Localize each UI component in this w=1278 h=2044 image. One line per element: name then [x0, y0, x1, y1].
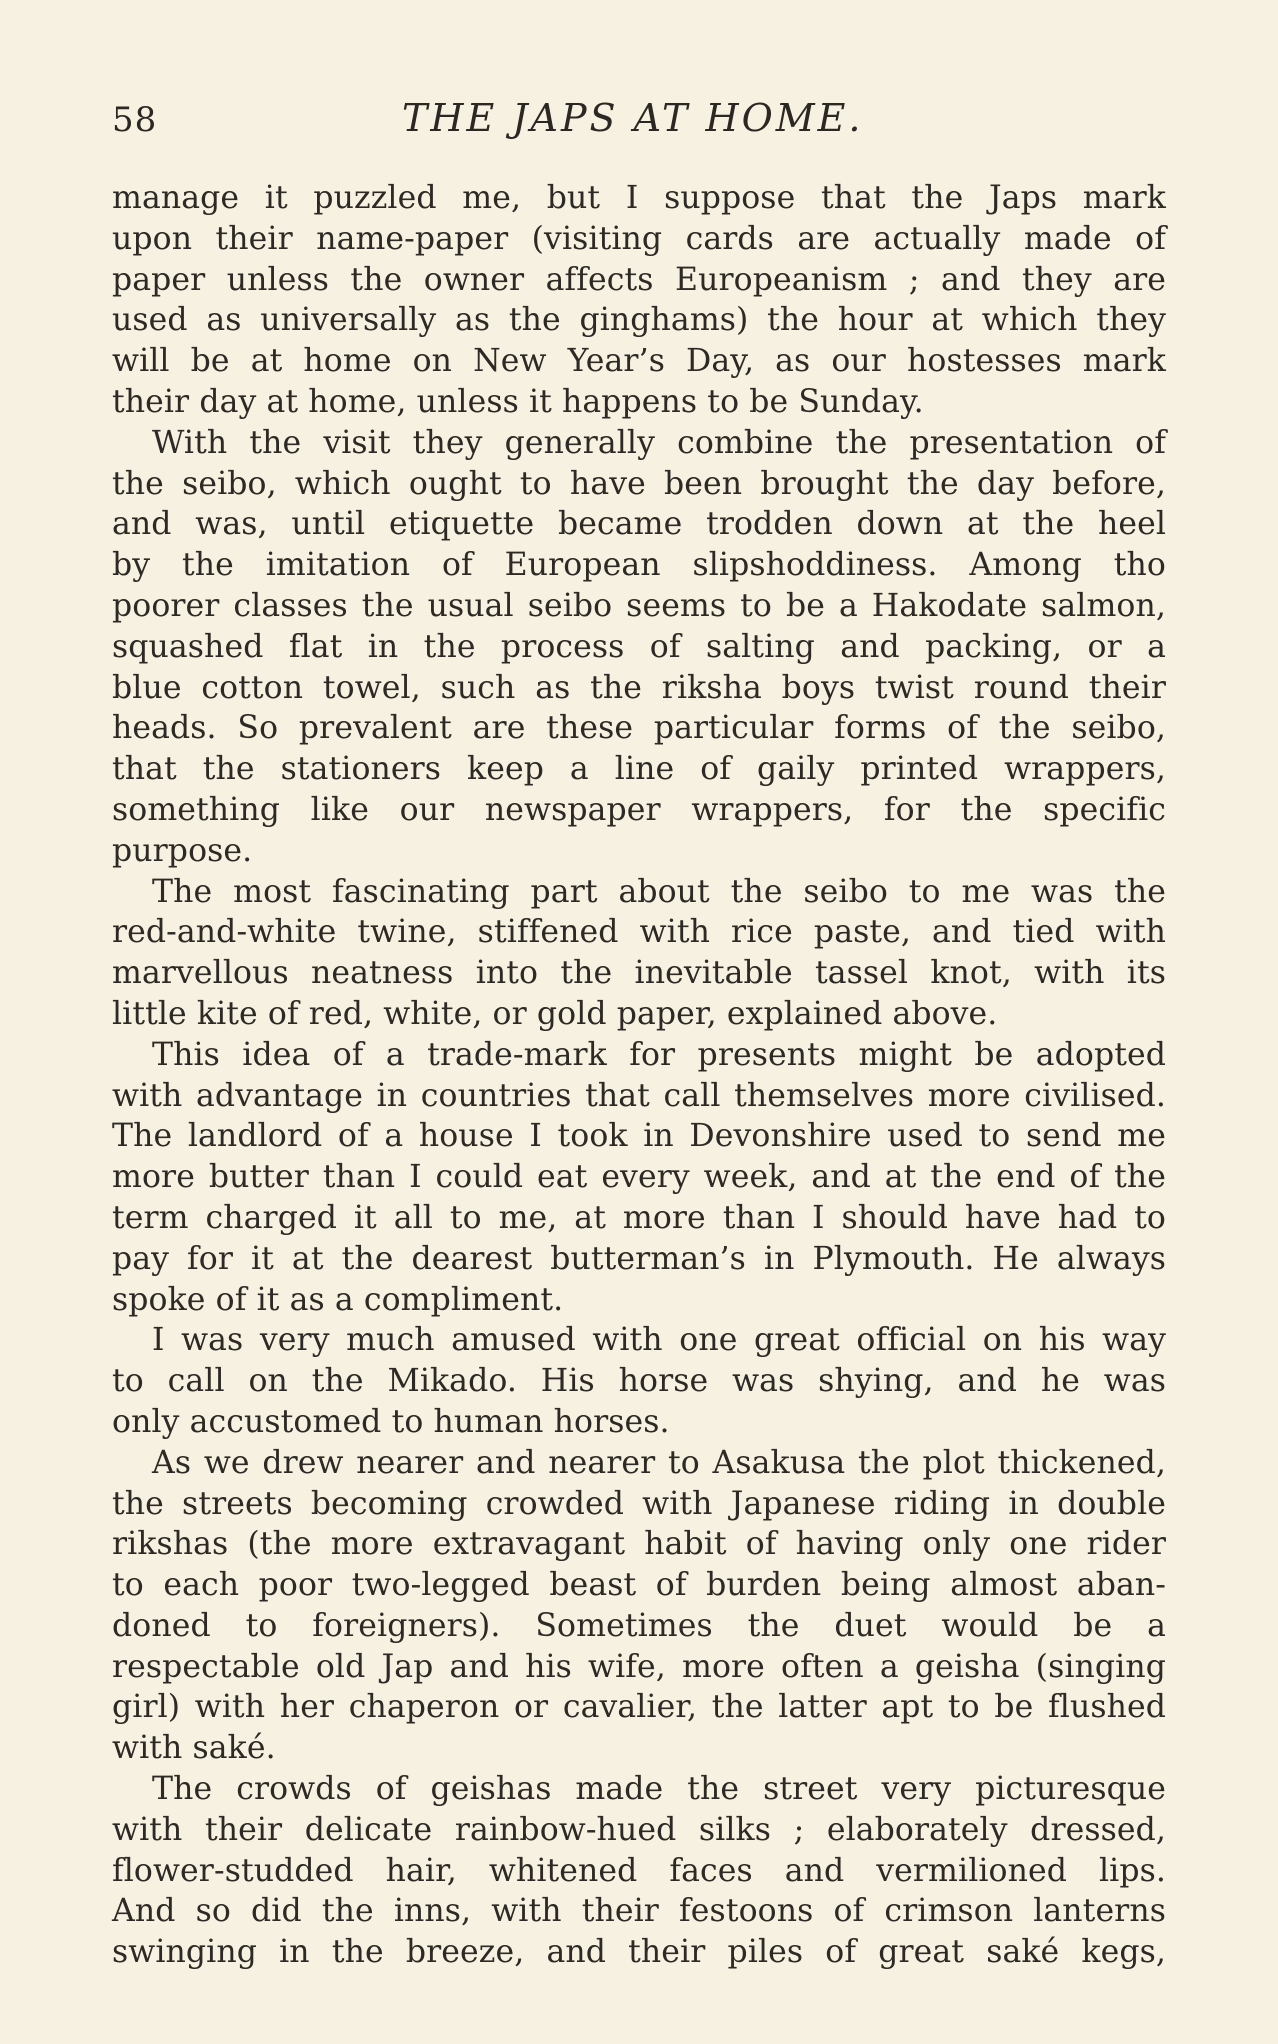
text-line: upon their name-paper (visiting cards are actually made of: [112, 220, 1166, 257]
text-line: flower-studded hair, whitened faces and vermilioned lips.: [112, 1852, 1166, 1889]
text-line: As we drew nearer and nearer to Asakusa the plot thickened,: [152, 1444, 1166, 1481]
text-line: red-and-white twine, stiffened with rice paste, and tied with: [112, 914, 1166, 951]
text-line: manage it puzzled me, but I suppose that the Japs mark: [112, 180, 1166, 216]
text-line: and was, until etiquette became trodden down at the heel: [112, 506, 1166, 543]
text-line: something like our newspaper wrappers, for the specific: [112, 791, 1166, 828]
text-line: The crowds of geishas made the street very picturesque: [152, 1771, 1166, 1808]
text-line: This idea of a trade-mark for presents might be adopted: [152, 1036, 1166, 1073]
page-number: 58: [112, 100, 158, 140]
text-line: to call on the Mikado. His horse was shying, and he was: [112, 1363, 1166, 1400]
text-line: The most fascinating part about the seibo to me was the: [152, 873, 1166, 910]
text-line: rikshas (the more extravagant habit of having only one rider: [112, 1526, 1166, 1563]
text-line: the seibo, which ought to have been brought the day before,: [112, 465, 1166, 502]
text-line: spoke of it as a compliment.: [112, 1281, 564, 1318]
text-line: swinging in the breeze, and their piles of great saké kegs,: [112, 1934, 1166, 1971]
text-line: girl) with her chaperon or cavalier, the latter apt to be flushed: [112, 1689, 1166, 1726]
text-line: with advantage in countries that call themselves more civilised.: [112, 1077, 1166, 1114]
text-line: blue cotton towel, such as the riksha boys twist round their: [112, 669, 1166, 706]
text-line: respectable old Jap and his wife, more often a geisha (singing: [112, 1648, 1166, 1685]
text-line: I was very much amused with one great official on his way: [152, 1322, 1166, 1359]
text-line: with saké.: [112, 1730, 276, 1767]
text-line: And so did the inns, with their festoons of crimson lanterns: [112, 1893, 1166, 1930]
text-line: by the imitation of European slipshoddiness. Among tho: [112, 547, 1166, 584]
text-line: the streets becoming crowded with Japanese riding in double: [112, 1485, 1166, 1522]
text-line: The landlord of a house I took in Devonshire used to send me: [112, 1118, 1166, 1155]
text-line: paper unless the owner affects Europeanism ; and they are: [112, 261, 1166, 298]
body-text: [112, 178, 1166, 1973]
text-line: pay for it at the dearest butterman’s in Plymouth. He always: [112, 1240, 1166, 1277]
text-line: term charged it all to me, at more than I should have had to: [112, 1199, 1166, 1236]
text-line: only accustomed to human horses.: [112, 1403, 670, 1440]
text-line: their day at home, unless it happens to be Sunday.: [112, 383, 924, 420]
text-line: squashed flat in the process of salting and packing, or a: [112, 628, 1166, 665]
text-line: heads. So prevalent are these particular forms of the seibo,: [112, 710, 1166, 747]
text-line: doned to foreigners). Sometimes the duet would be a: [112, 1607, 1166, 1644]
text-line: more butter than I could eat every week, and at the end of the: [112, 1159, 1166, 1196]
text-line: marvellous neatness into the inevitable tassel knot, with its: [112, 955, 1166, 992]
text-line: will be at home on New Year’s Day, as our hostesses mark: [112, 343, 1166, 380]
text-line: With the visit they generally combine the presentation of: [152, 424, 1166, 461]
text-line: poorer classes the usual seibo seems to be a Hakodate salmon,: [112, 587, 1166, 624]
text-line: to each poor two-legged beast of burden being almost aban-: [112, 1567, 1166, 1604]
page-header: [112, 92, 1172, 148]
text-line: that the stationers keep a line of gaily printed wrappers,: [112, 751, 1166, 788]
text-line: with their delicate rainbow-hued silks ; elaborately dressed,: [112, 1811, 1166, 1848]
running-title: THE JAPS AT HOME.: [402, 96, 864, 140]
text-line: little kite of red, white, or gold paper, explained above.: [112, 995, 998, 1032]
text-line: purpose.: [112, 832, 253, 869]
text-line: used as universally as the ginghams) the hour at which they: [112, 302, 1166, 339]
